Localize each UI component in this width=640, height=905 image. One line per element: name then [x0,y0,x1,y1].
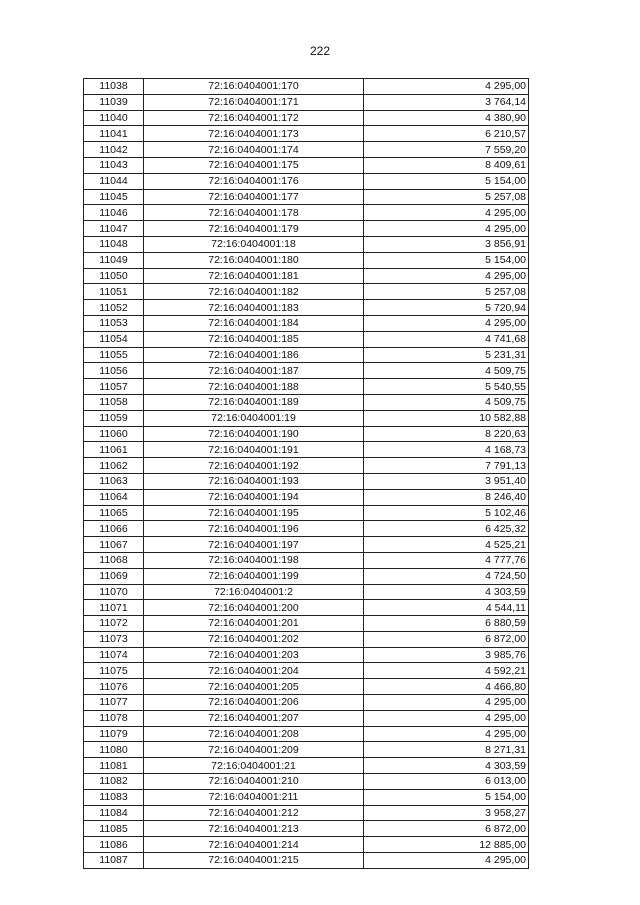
table-row [84,379,529,395]
cadastral-number-cell: 72:16:0404001:21 [144,758,364,774]
table-row [84,521,529,537]
table-row [84,853,529,869]
row-number-cell: 11067 [84,537,144,553]
table-row [84,568,529,584]
cadastral-number-cell: 72:16:0404001:215 [144,853,364,869]
table-row [84,742,529,758]
cadastral-number-cell: 72:16:0404001:179 [144,221,364,237]
table-row [84,631,529,647]
value-cell: 8 220,63 [364,426,529,442]
row-number-cell: 11045 [84,189,144,205]
table-row [84,173,529,189]
table-row [84,679,529,695]
table-row [84,537,529,553]
cadastral-number-cell: 72:16:0404001:195 [144,505,364,521]
value-cell: 4 525,21 [364,537,529,553]
row-number-cell: 11064 [84,489,144,505]
cadastral-number-cell: 72:16:0404001:192 [144,458,364,474]
value-cell: 4 295,00 [364,710,529,726]
table-row [84,300,529,316]
cadastral-number-cell: 72:16:0404001:184 [144,315,364,331]
row-number-cell: 11077 [84,695,144,711]
row-number-cell: 11087 [84,853,144,869]
row-number-cell: 11079 [84,726,144,742]
row-number-cell: 11040 [84,110,144,126]
table-row [84,331,529,347]
cadastral-number-cell: 72:16:0404001:194 [144,489,364,505]
value-cell: 5 154,00 [364,789,529,805]
page-number: 222 [309,44,331,58]
value-cell: 3 856,91 [364,236,529,252]
cadastral-table [83,78,529,869]
table-row [84,616,529,632]
value-cell: 4 303,59 [364,584,529,600]
table-row [84,552,529,568]
row-number-cell: 11069 [84,568,144,584]
cadastral-number-cell: 72:16:0404001:171 [144,94,364,110]
cadastral-number-cell: 72:16:0404001:197 [144,537,364,553]
value-cell: 7 791,13 [364,458,529,474]
cadastral-number-cell: 72:16:0404001:173 [144,126,364,142]
value-cell: 4 303,59 [364,758,529,774]
row-number-cell: 11080 [84,742,144,758]
table-row [84,394,529,410]
table-row [84,805,529,821]
cadastral-number-cell: 72:16:0404001:182 [144,284,364,300]
value-cell: 4 466,80 [364,679,529,695]
value-cell: 4 380,90 [364,110,529,126]
cadastral-number-cell: 72:16:0404001:175 [144,157,364,173]
cadastral-number-cell: 72:16:0404001:200 [144,600,364,616]
value-cell: 4 509,75 [364,363,529,379]
value-cell: 5 257,08 [364,284,529,300]
table-body [84,79,529,869]
cadastral-number-cell: 72:16:0404001:198 [144,552,364,568]
cadastral-number-cell: 72:16:0404001:2 [144,584,364,600]
row-number-cell: 11078 [84,710,144,726]
row-number-cell: 11050 [84,268,144,284]
row-number-cell: 11048 [84,236,144,252]
value-cell: 5 231,31 [364,347,529,363]
table-row [84,347,529,363]
row-number-cell: 11049 [84,252,144,268]
row-number-cell: 11046 [84,205,144,221]
value-cell: 4 592,21 [364,663,529,679]
value-cell: 4 295,00 [364,221,529,237]
cadastral-number-cell: 72:16:0404001:205 [144,679,364,695]
row-number-cell: 11076 [84,679,144,695]
row-number-cell: 11074 [84,647,144,663]
cadastral-number-cell: 72:16:0404001:170 [144,79,364,95]
cadastral-number-cell: 72:16:0404001:199 [144,568,364,584]
row-number-cell: 11083 [84,789,144,805]
cadastral-number-cell: 72:16:0404001:204 [144,663,364,679]
row-number-cell: 11038 [84,79,144,95]
cadastral-number-cell: 72:16:0404001:201 [144,616,364,632]
value-cell: 4 741,68 [364,331,529,347]
value-cell: 4 295,00 [364,315,529,331]
row-number-cell: 11057 [84,379,144,395]
cadastral-number-cell: 72:16:0404001:208 [144,726,364,742]
value-cell: 4 724,50 [364,568,529,584]
value-cell: 5 154,00 [364,252,529,268]
value-cell: 6 425,32 [364,521,529,537]
table-row [84,94,529,110]
cadastral-number-cell: 72:16:0404001:206 [144,695,364,711]
value-cell: 6 013,00 [364,774,529,790]
row-number-cell: 11062 [84,458,144,474]
table-row [84,410,529,426]
table-row [84,426,529,442]
table-row [84,726,529,742]
row-number-cell: 11052 [84,300,144,316]
cadastral-number-cell: 72:16:0404001:213 [144,821,364,837]
row-number-cell: 11066 [84,521,144,537]
cadastral-number-cell: 72:16:0404001:190 [144,426,364,442]
table-row [84,205,529,221]
value-cell: 6 210,57 [364,126,529,142]
row-number-cell: 11042 [84,142,144,158]
row-number-cell: 11070 [84,584,144,600]
row-number-cell: 11063 [84,473,144,489]
row-number-cell: 11081 [84,758,144,774]
table-row [84,758,529,774]
cadastral-number-cell: 72:16:0404001:212 [144,805,364,821]
value-cell: 3 985,76 [364,647,529,663]
table-row [84,268,529,284]
table-row [84,710,529,726]
row-number-cell: 11061 [84,442,144,458]
table-row [84,189,529,205]
table-row [84,284,529,300]
value-cell: 4 295,00 [364,695,529,711]
row-number-cell: 11084 [84,805,144,821]
cadastral-number-cell: 72:16:0404001:210 [144,774,364,790]
value-cell: 4 544,11 [364,600,529,616]
cadastral-number-cell: 72:16:0404001:187 [144,363,364,379]
value-cell: 7 559,20 [364,142,529,158]
cadastral-number-cell: 72:16:0404001:186 [144,347,364,363]
row-number-cell: 11073 [84,631,144,647]
cadastral-number-cell: 72:16:0404001:191 [144,442,364,458]
row-number-cell: 11054 [84,331,144,347]
cadastral-number-cell: 72:16:0404001:177 [144,189,364,205]
row-number-cell: 11055 [84,347,144,363]
cadastral-number-cell: 72:16:0404001:19 [144,410,364,426]
cadastral-number-cell: 72:16:0404001:172 [144,110,364,126]
value-cell: 12 885,00 [364,837,529,853]
row-number-cell: 11056 [84,363,144,379]
value-cell: 4 295,00 [364,726,529,742]
cadastral-number-cell: 72:16:0404001:214 [144,837,364,853]
row-number-cell: 11053 [84,315,144,331]
table-row [84,157,529,173]
row-number-cell: 11068 [84,552,144,568]
value-cell: 6 872,00 [364,821,529,837]
value-cell: 4 168,73 [364,442,529,458]
row-number-cell: 11072 [84,616,144,632]
row-number-cell: 11060 [84,426,144,442]
value-cell: 3 951,40 [364,473,529,489]
cadastral-number-cell: 72:16:0404001:189 [144,394,364,410]
cadastral-number-cell: 72:16:0404001:178 [144,205,364,221]
table-row [84,473,529,489]
value-cell: 4 295,00 [364,79,529,95]
table-row [84,363,529,379]
value-cell: 6 872,00 [364,631,529,647]
table-row [84,142,529,158]
cadastral-number-cell: 72:16:0404001:180 [144,252,364,268]
cadastral-number-cell: 72:16:0404001:181 [144,268,364,284]
row-number-cell: 11044 [84,173,144,189]
value-cell: 8 409,61 [364,157,529,173]
table-row [84,126,529,142]
table-row [84,442,529,458]
row-number-cell: 11047 [84,221,144,237]
row-number-cell: 11051 [84,284,144,300]
table-row [84,663,529,679]
row-number-cell: 11059 [84,410,144,426]
value-cell: 4 295,00 [364,268,529,284]
value-cell: 4 295,00 [364,205,529,221]
row-number-cell: 11085 [84,821,144,837]
value-cell: 3 764,14 [364,94,529,110]
row-number-cell: 11075 [84,663,144,679]
value-cell: 4 295,00 [364,853,529,869]
table-row [84,79,529,95]
cadastral-number-cell: 72:16:0404001:196 [144,521,364,537]
cadastral-number-cell: 72:16:0404001:174 [144,142,364,158]
row-number-cell: 11058 [84,394,144,410]
row-number-cell: 11041 [84,126,144,142]
table-row [84,584,529,600]
row-number-cell: 11043 [84,157,144,173]
table-row [84,695,529,711]
table-row [84,489,529,505]
value-cell: 6 880,59 [364,616,529,632]
table-row [84,110,529,126]
table-row [84,458,529,474]
value-cell: 5 257,08 [364,189,529,205]
value-cell: 5 154,00 [364,173,529,189]
row-number-cell: 11086 [84,837,144,853]
cadastral-number-cell: 72:16:0404001:188 [144,379,364,395]
row-number-cell: 11071 [84,600,144,616]
value-cell: 5 540,55 [364,379,529,395]
cadastral-number-cell: 72:16:0404001:202 [144,631,364,647]
value-cell: 5 102,46 [364,505,529,521]
cadastral-number-cell: 72:16:0404001:209 [144,742,364,758]
cadastral-number-cell: 72:16:0404001:18 [144,236,364,252]
value-cell: 8 246,40 [364,489,529,505]
table-row [84,600,529,616]
row-number-cell: 11082 [84,774,144,790]
table-row [84,505,529,521]
cadastral-number-cell: 72:16:0404001:203 [144,647,364,663]
value-cell: 4 777,76 [364,552,529,568]
cadastral-number-cell: 72:16:0404001:193 [144,473,364,489]
value-cell: 10 582,88 [364,410,529,426]
table-row [84,221,529,237]
cadastral-number-cell: 72:16:0404001:207 [144,710,364,726]
value-cell: 4 509,75 [364,394,529,410]
table-row [84,837,529,853]
table-row [84,236,529,252]
table-row [84,315,529,331]
value-cell: 3 958,27 [364,805,529,821]
cadastral-number-cell: 72:16:0404001:176 [144,173,364,189]
table-row [84,789,529,805]
value-cell: 5 720,94 [364,300,529,316]
row-number-cell: 11039 [84,94,144,110]
table-row [84,252,529,268]
value-cell: 8 271,31 [364,742,529,758]
table-row [84,821,529,837]
cadastral-number-cell: 72:16:0404001:183 [144,300,364,316]
cadastral-number-cell: 72:16:0404001:211 [144,789,364,805]
row-number-cell: 11065 [84,505,144,521]
table-row [84,774,529,790]
table-row [84,647,529,663]
cadastral-number-cell: 72:16:0404001:185 [144,331,364,347]
